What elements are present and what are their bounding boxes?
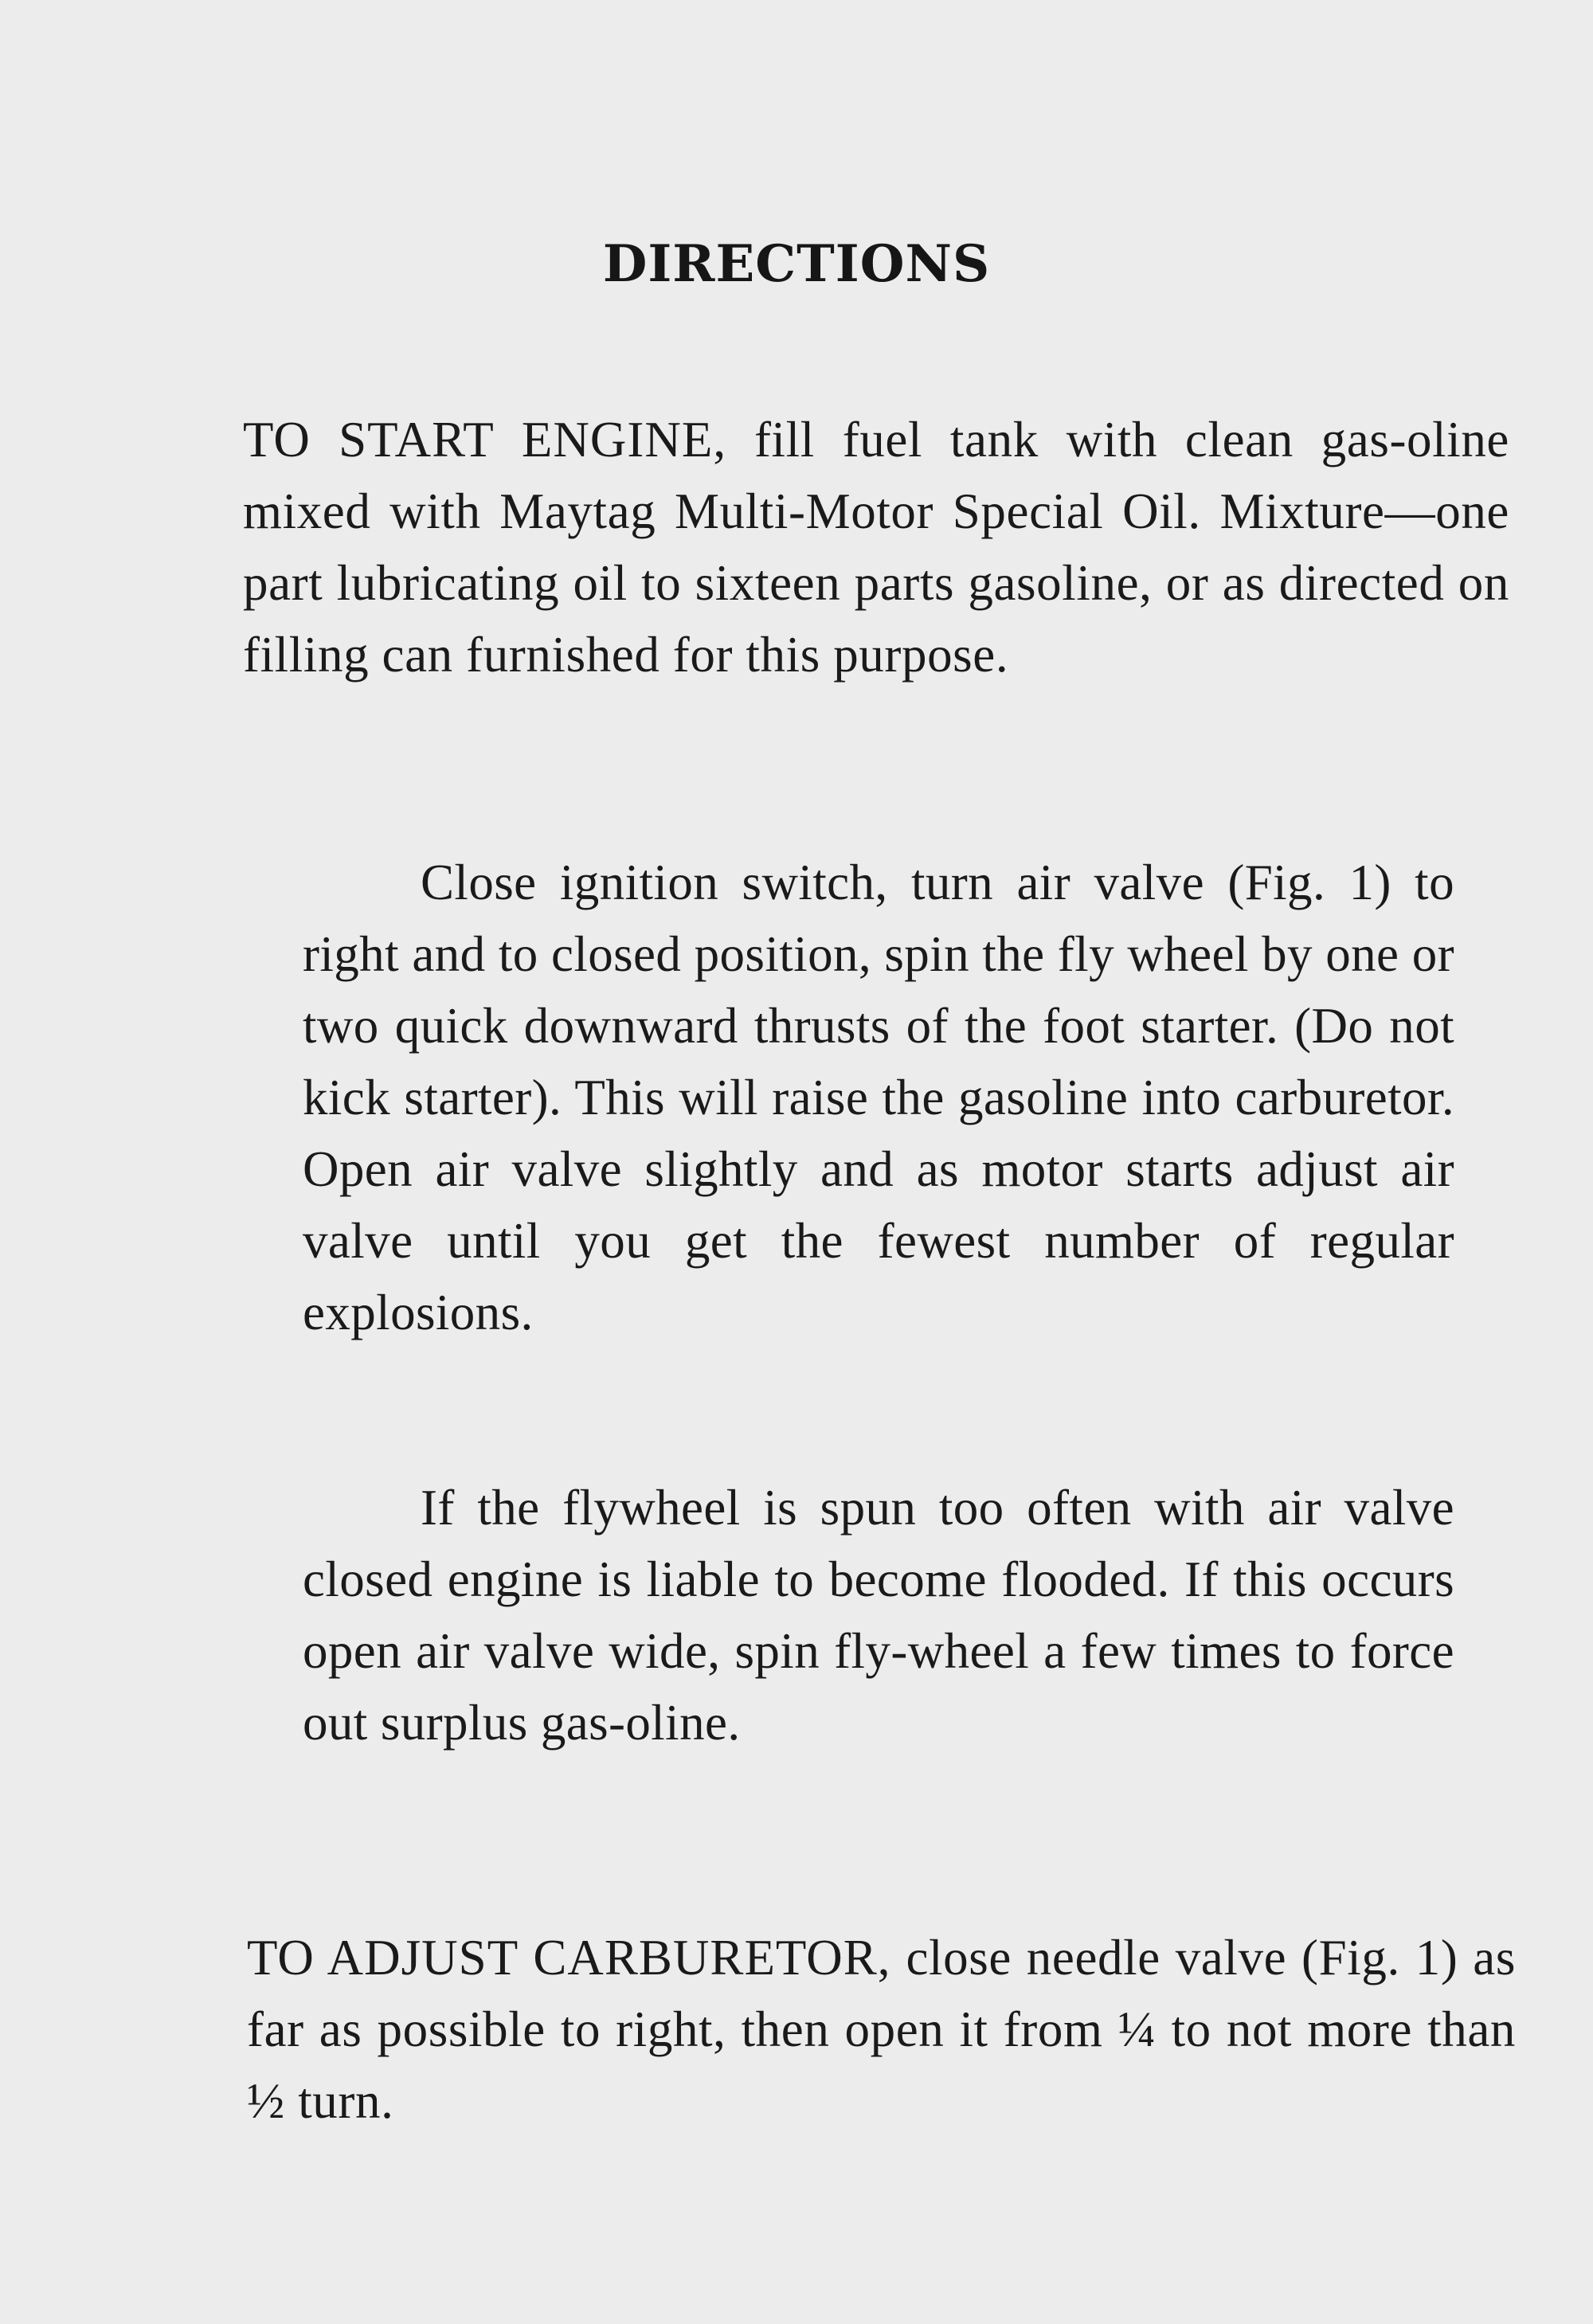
page-title: DIRECTIONS xyxy=(602,234,991,294)
flooding-paragraph: If the flywheel is spun too often with air valve closed engine is liable to become flooded. If this occurs open air valve wide, spin fly-wheel a few times to force out surplus gas-oline. xyxy=(303,1480,1454,1751)
start-engine-lead: TO START ENGINE, xyxy=(243,412,727,468)
adjust-carburetor-text: close needle valve (Fig. 1) as far as possible to right, then open it from ¼ to not more than ½ turn. xyxy=(247,1930,1516,2129)
ignition-paragraph: Close ignition switch, turn air valve (Fig. 1) to right and to closed position, spin the fly wheel by one or two quick downward thrusts of the foot starter. (Do not kick starter). This will raise the gasoline into carburetor. Open air valve slightly and as motor starts adjust air valve until you get the fewest number of regular explosions. xyxy=(303,855,1454,1340)
adjust-carburetor-paragraph xyxy=(247,1922,1516,2137)
adjust-carburetor-lead: TO ADJUST CARBURETOR, xyxy=(247,1930,891,1986)
start-engine-text: fill fuel tank with clean gas-oline mixed with Maytag Multi-Motor Special Oil. Mixture—one part lubricating oil to sixteen parts gasoline, or as directed on filling can furnished for this purpose. xyxy=(243,412,1509,683)
start-engine-paragraph xyxy=(243,404,1509,691)
